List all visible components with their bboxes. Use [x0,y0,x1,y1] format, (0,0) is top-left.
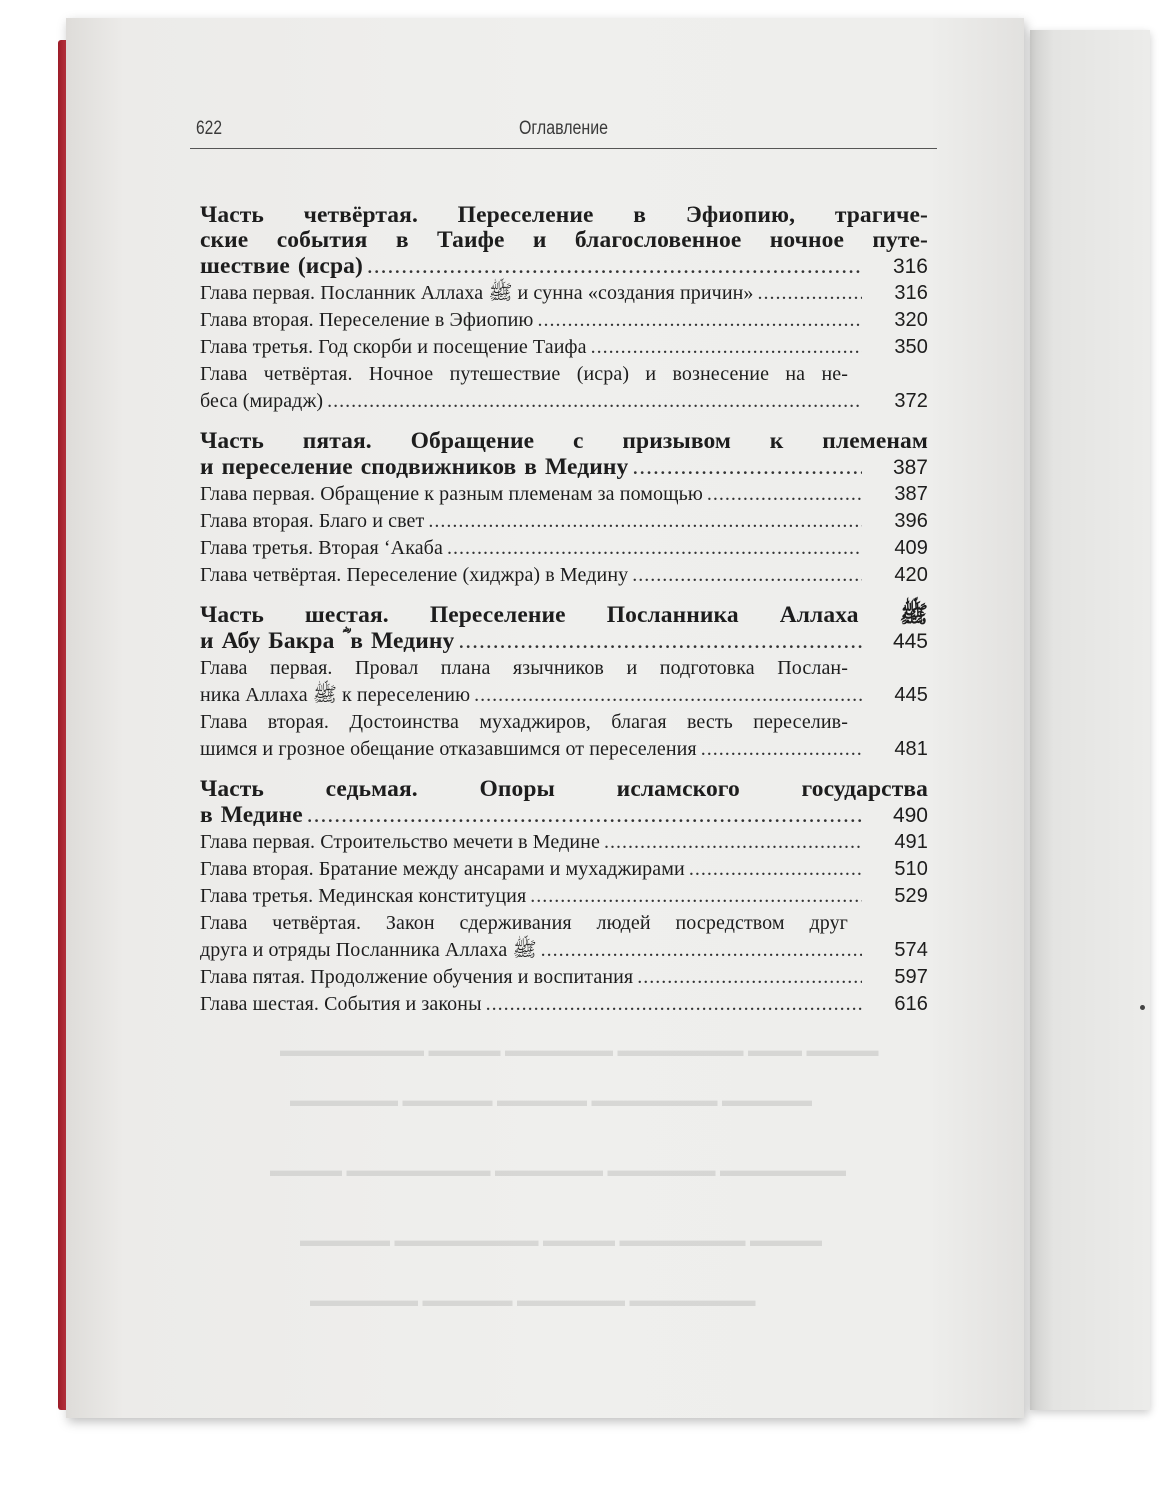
toc-chapter[interactable] [200,910,928,964]
chapter-title-line: Глава вторая. Братание между ансарами и мухаджирами [200,858,685,880]
chapter-title-line: беса (мирадж) [200,390,324,412]
toc-entry [200,535,928,562]
part-title-line: Часть пятая. Обращение с призывом к племенам [200,428,928,454]
toc-entry[interactable] [200,253,928,280]
chapter-title-line: Глава четвёртая. Закон сдерживания людей посредством друг [200,912,848,934]
page-reference: 316 [892,255,928,278]
page-reference: 445 [894,684,928,706]
chapter-title-line: шимся и грозное обещание отказавшимся от переселения [200,738,697,760]
page-reference: 387 [892,456,928,479]
page-reference: 597 [894,966,928,988]
toc-chapter[interactable] [200,334,928,361]
bleed-through-line: ▬▬▬▬▬▬▬ ▬▬▬▬▬▬ ▬▬▬▬▬▬ ▬▬▬▬▬▬▬▬ ▬▬▬▬ [270,1160,846,1180]
dot-leader [541,937,862,964]
chapter-title-line: Глава четвёртая. Переселение (хиджра) в Медину [200,564,629,586]
part-title-line: Часть седьмая. Опоры исламского государства [200,776,928,802]
toc-entry [200,562,928,589]
page-reference: 350 [894,336,928,358]
running-title: Оглавление [519,118,608,139]
facing-page-mark [1140,1005,1145,1010]
page-reference: 372 [894,390,928,412]
toc-chapter[interactable] [200,508,928,535]
toc-chapter[interactable] [200,481,928,508]
dot-leader [707,481,862,508]
page-reference: 316 [894,282,928,304]
page-reference: 616 [894,993,928,1015]
table-of-contents [200,203,928,1018]
page-reference: 481 [894,738,928,760]
chapter-title-line: Глава первая. Посланник Аллаха ﷺ и сунна «создания причин» [200,282,754,304]
page-reference: 510 [894,858,928,880]
toc-entry [200,964,928,991]
toc-chapter[interactable] [200,829,928,856]
toc-chapter[interactable] [200,280,928,307]
dot-leader [632,454,862,480]
toc-chapter[interactable] [200,856,928,883]
facing-page-edge [1030,30,1150,1410]
bleed-through-line: ▬▬▬▬▬ ▬▬▬▬▬▬▬ ▬▬▬▬▬ ▬▬▬▬▬ ▬▬▬▬▬▬ [290,1090,812,1110]
bleed-through-line: ▬▬▬▬ ▬▬▬▬▬▬▬ ▬▬▬▬ ▬▬▬▬▬▬▬▬ ▬▬▬▬▬ [300,1230,822,1250]
chapter-title-line: друга и отряды Посланника Аллаха ﷺ [200,939,537,961]
chapter-title-line: Глава пятая. Продолжение обучения и воспитания [200,966,634,988]
dot-leader [428,508,862,535]
page-reference: 445 [892,630,928,653]
chapter-title-line: Глава шестая. События и законы [200,993,482,1015]
toc-chapter[interactable] [200,709,928,763]
toc-entry [200,991,928,1018]
toc-chapter[interactable] [200,991,928,1018]
toc-chapter[interactable] [200,964,928,991]
page-reference: 387 [894,483,928,505]
toc-part [200,777,928,1018]
chapter-title-line: Глава вторая. Достоинства мухаджиров, благая весть переселив- [200,711,848,733]
toc-entry [200,736,928,763]
chapter-title-line: Глава вторая. Благо и свет [200,510,425,532]
part-title-line: и переселение сподвижников в Медину [200,454,629,480]
dot-leader [689,856,862,883]
page-reference: 396 [894,510,928,532]
part-title-line: Часть четвёртая. Переселение в Эфиопию, трагиче- [200,202,928,228]
chapter-title-line: Глава первая. Провал плана язычников и подготовка Послан- [200,657,848,679]
dot-leader [486,991,862,1018]
toc-entry [200,307,928,334]
dot-leader [632,562,862,589]
dot-leader [637,964,862,991]
chapter-title-line: Глава вторая. Переселение в Эфиопию [200,309,534,331]
toc-entry [200,334,928,361]
dot-leader [537,307,862,334]
chapter-title-line: Глава третья. Год скорби и посещение Таифа [200,336,587,358]
toc-chapter[interactable] [200,655,928,709]
toc-chapter[interactable] [200,535,928,562]
part-title-line: и Абу Бакра ؓ в Медину [200,628,455,654]
dot-leader [307,802,862,828]
dot-leader [327,388,862,415]
part-title-line: ские события в Таифе и благословенное ночное путе- [200,227,928,253]
page-reference: 574 [894,939,928,961]
toc-part [200,203,928,415]
dot-leader [458,628,862,654]
page-reference: 420 [894,564,928,586]
page-reference: 491 [894,831,928,853]
toc-entry [200,481,928,508]
toc-entry [200,829,928,856]
toc-chapter[interactable] [200,883,928,910]
dot-leader [701,736,862,763]
toc-entry [200,682,928,709]
toc-entry[interactable] [200,628,928,655]
toc-entry [200,388,928,415]
page-reference: 529 [894,885,928,907]
dot-leader [474,682,862,709]
toc-entry [200,508,928,535]
chapter-title-line: Глава первая. Строительство мечети в Медине [200,831,600,853]
toc-entry [200,280,928,307]
chapter-title-line: ника Аллаха ﷺ к переселению [200,684,471,706]
toc-entry[interactable] [200,802,928,829]
bleed-through-line: ▬▬▬▬▬▬▬ ▬▬▬▬▬▬ ▬▬▬▬▬ ▬▬▬▬▬▬ [310,1290,756,1310]
toc-part [200,603,928,763]
dot-leader [447,535,862,562]
part-title-line: Часть шестая. Переселение Посланника Аллаха ﷺ [200,602,928,628]
dot-leader [367,253,862,279]
dot-leader [758,280,862,307]
page-number: 622 [196,118,222,139]
page-reference: 320 [894,309,928,331]
dot-leader [591,334,862,361]
toc-entry [200,937,928,964]
dot-leader [530,883,862,910]
toc-chapter[interactable] [200,307,928,334]
toc-part [200,429,928,589]
part-title-line: шествие (исра) [200,253,363,279]
dot-leader [604,829,862,856]
chapter-title-line: Глава первая. Обращение к разным племенам за помощью [200,483,703,505]
toc-chapter[interactable] [200,361,928,415]
page-reference: 409 [894,537,928,559]
toc-entry [200,856,928,883]
toc-chapter[interactable] [200,562,928,589]
bleed-through-line: ▬▬▬▬ ▬▬▬ ▬▬▬▬▬▬▬ ▬▬▬▬▬▬ ▬▬▬▬ ▬▬▬▬▬▬▬▬ [280,1040,879,1060]
chapter-title-line: Глава четвёртая. Ночное путешествие (исра) и вознесение на не- [200,363,848,385]
part-title-line: в Медине [200,802,303,828]
toc-entry[interactable] [200,454,928,481]
page-reference: 490 [892,804,928,827]
toc-entry [200,883,928,910]
chapter-title-line: Глава третья. Мединская конституция [200,885,527,907]
chapter-title-line: Глава третья. Вторая ‘Акаба [200,537,443,559]
running-header [190,114,937,149]
